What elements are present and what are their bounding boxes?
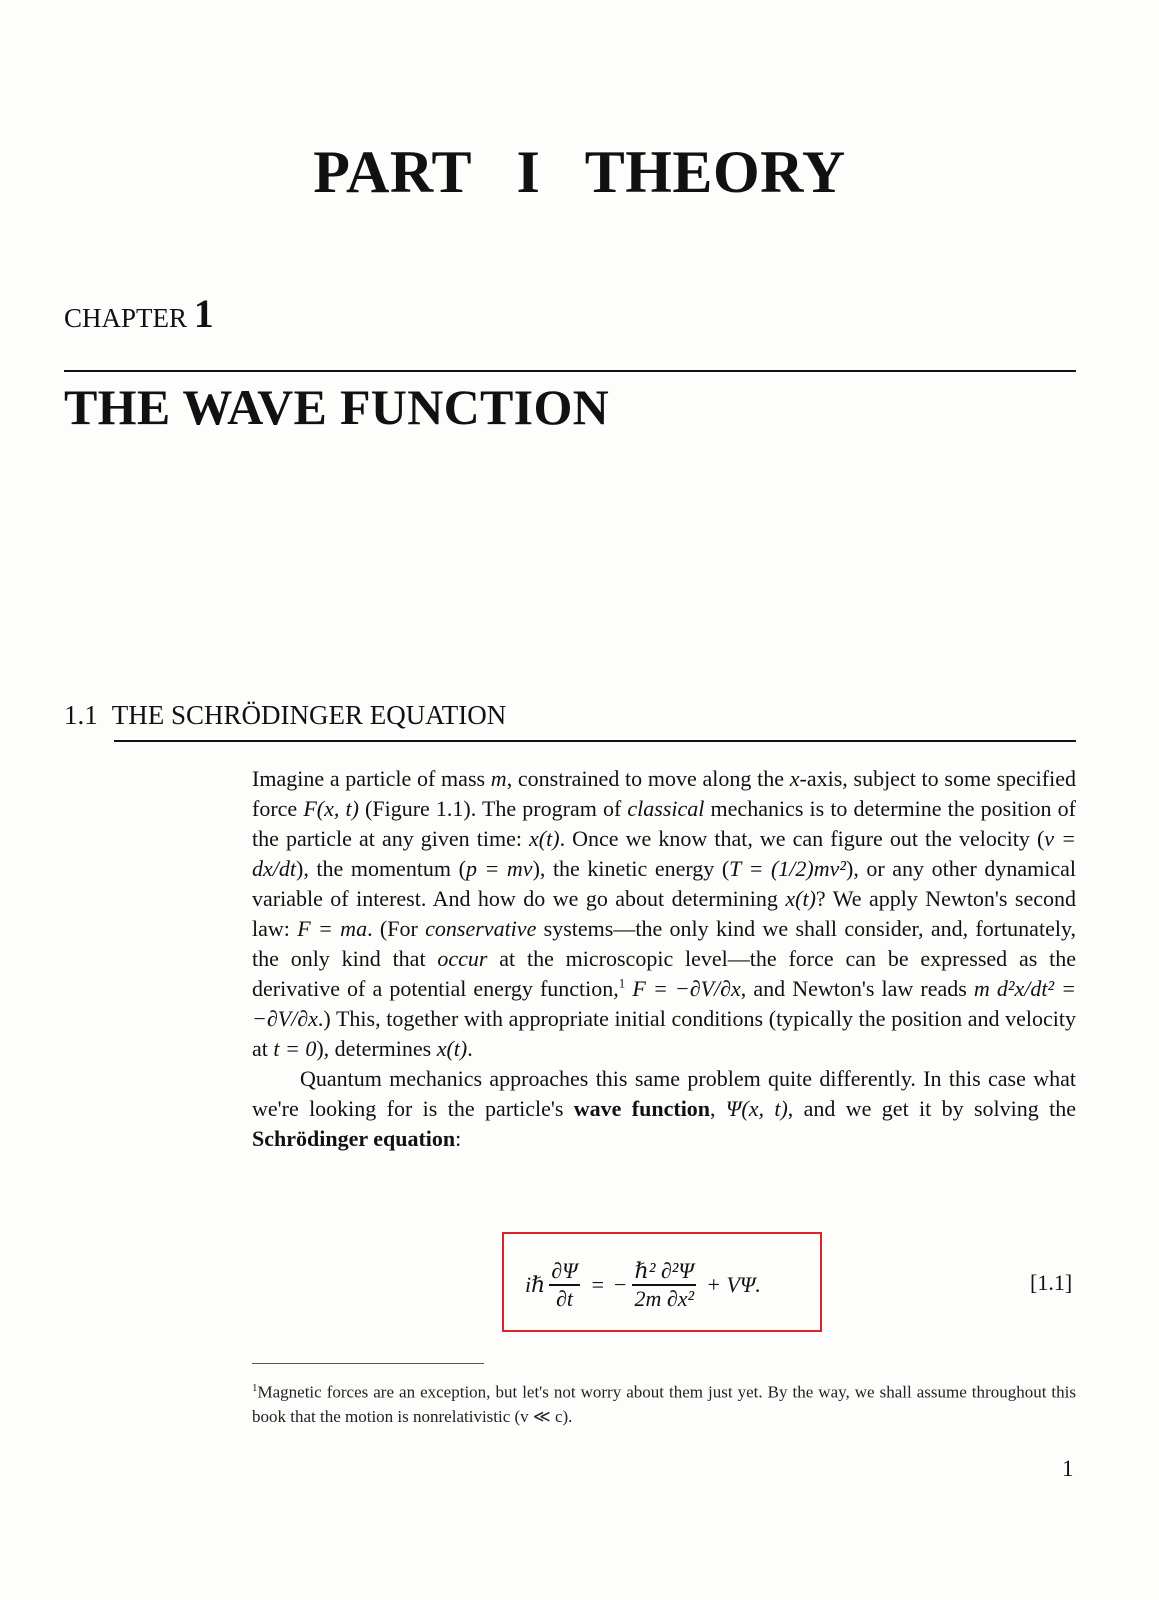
footnote-reference[interactable]: 1 bbox=[618, 975, 626, 991]
eq-rhs-tail: + VΨ. bbox=[706, 1272, 761, 1297]
eq-lhs-coefficient: iℏ bbox=[525, 1272, 546, 1297]
footnote-rule bbox=[252, 1363, 484, 1364]
paragraph-2: Quantum mechanics approaches this same problem quite differently. In this case what we're looking for is the particle's wave function, Ψ(x, t), and we get it by solving the Schrödinger equation: bbox=[252, 1066, 1077, 1151]
eq-lhs-denominator: ∂t bbox=[555, 1285, 573, 1311]
term-wave-function: wave function bbox=[573, 1096, 711, 1121]
emphasis-classical: classical bbox=[627, 796, 705, 821]
eq-lhs-fraction bbox=[549, 1258, 579, 1312]
chapter-number: 1 bbox=[193, 291, 214, 336]
footnote bbox=[252, 1376, 1076, 1429]
section-title: THE SCHRÖDINGER EQUATION bbox=[111, 700, 507, 730]
equation-number: [1.1] bbox=[1030, 1270, 1073, 1295]
eq-rhs-numerator: ℏ² ∂²Ψ bbox=[634, 1258, 694, 1284]
section-rule bbox=[114, 740, 1076, 742]
eq-lhs-numerator: ∂Ψ bbox=[551, 1258, 578, 1284]
footnote-marker: 1 bbox=[252, 1382, 258, 1394]
page-number: 1 bbox=[1062, 1456, 1074, 1481]
paragraph-1: Imagine a particle of mass m, constrained to move along the x-axis, subject to some specified force F(x, t) (Figure 1.1). The program of classical mechanics is to determine the position of the particle at any given time: x(t). Once we know that, we can figure out the velocity (v = dx/dt), the momentum (p = mv), the kinetic energy (T = (1/2)mv²), or any other dynamical variable of interest. And how do we go about determining x(t)? We apply Newton's second law: F = ma. (For conservative systems—the only kind we shall consider, and, fortunately, the only kind that occur at the microscopic level—the force can be expressed as the derivative of a potential energy function,$^1$ F = −∂V/∂x, and Newton's law reads m d²x/dt² = −∂V/∂x.) This, together with appropriate initial conditions (typically the position and velocity at t = 0), determines x(t). bbox=[252, 766, 1077, 1061]
chapter-label-text: CHAPTER bbox=[64, 303, 188, 333]
term-schrodinger-equation: Schrödinger equation bbox=[252, 1126, 456, 1151]
section-heading bbox=[64, 700, 506, 731]
part-title: PART I THEORY bbox=[313, 139, 846, 205]
chapter-rule bbox=[64, 370, 1076, 372]
schrodinger-equation bbox=[525, 1250, 761, 1320]
section-number: 1.1 bbox=[64, 700, 98, 730]
emphasis-conservative: conservative bbox=[425, 916, 537, 941]
eq-equals: = bbox=[591, 1272, 605, 1297]
chapter-label bbox=[64, 290, 214, 337]
chapter-title: THE WAVE FUNCTION bbox=[64, 379, 610, 435]
footnote-text: Magnetic forces are an exception, but let's not worry about them just yet. By the way, we shall assume throughout this book that the motion is nonrelativistic (v ≪ c). bbox=[252, 1382, 1076, 1426]
body-text bbox=[252, 764, 1076, 1154]
eq-rhs-denominator: 2m ∂x² bbox=[634, 1285, 695, 1311]
eq-rhs-fraction bbox=[632, 1258, 696, 1312]
eq-minus: − bbox=[614, 1272, 627, 1297]
